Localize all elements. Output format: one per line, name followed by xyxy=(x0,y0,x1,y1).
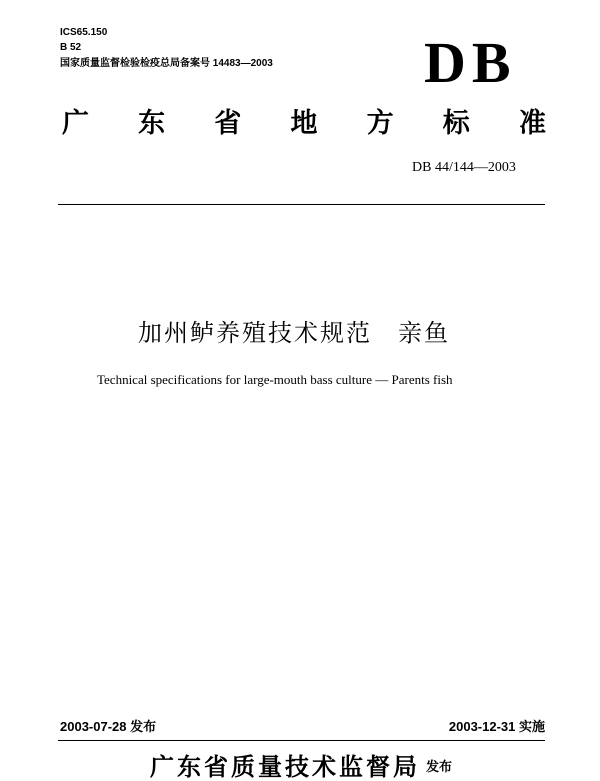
standard-type-heading xyxy=(62,110,546,138)
issuer-suffix: 发布 xyxy=(426,760,453,775)
standard-type-char: 标 xyxy=(442,108,470,139)
issuer-name: 广东省质量技术监督局 xyxy=(150,753,420,781)
standard-type-char: 准 xyxy=(518,108,546,139)
implementation-date: 2003-12-31 实施 xyxy=(448,719,545,734)
issuer-line xyxy=(150,753,460,781)
document-title-english: Technical specifications for large-mouth bass culture — Parents fish xyxy=(97,372,453,387)
standard-type-char: 地 xyxy=(290,108,318,139)
record-number: 国家质量监督检验检疫总局备案号 14483—2003 xyxy=(60,58,273,69)
top-divider xyxy=(58,204,545,205)
classification-code: B 52 xyxy=(60,42,82,53)
ics-code: ICS65.150 xyxy=(60,27,108,38)
standard-type-char: 广 xyxy=(62,108,89,139)
standard-type-char: 省 xyxy=(214,108,242,139)
standard-number: DB 44/144—2003 xyxy=(412,160,516,175)
standard-type-char: 东 xyxy=(138,108,166,139)
db-logo: DB xyxy=(424,30,517,95)
bottom-divider xyxy=(58,740,545,741)
document-title-chinese: 加州鲈养殖技术规范 亲鱼 xyxy=(138,319,450,347)
issue-date: 2003-07-28 发布 xyxy=(60,719,157,734)
standard-type-char: 方 xyxy=(366,108,394,139)
